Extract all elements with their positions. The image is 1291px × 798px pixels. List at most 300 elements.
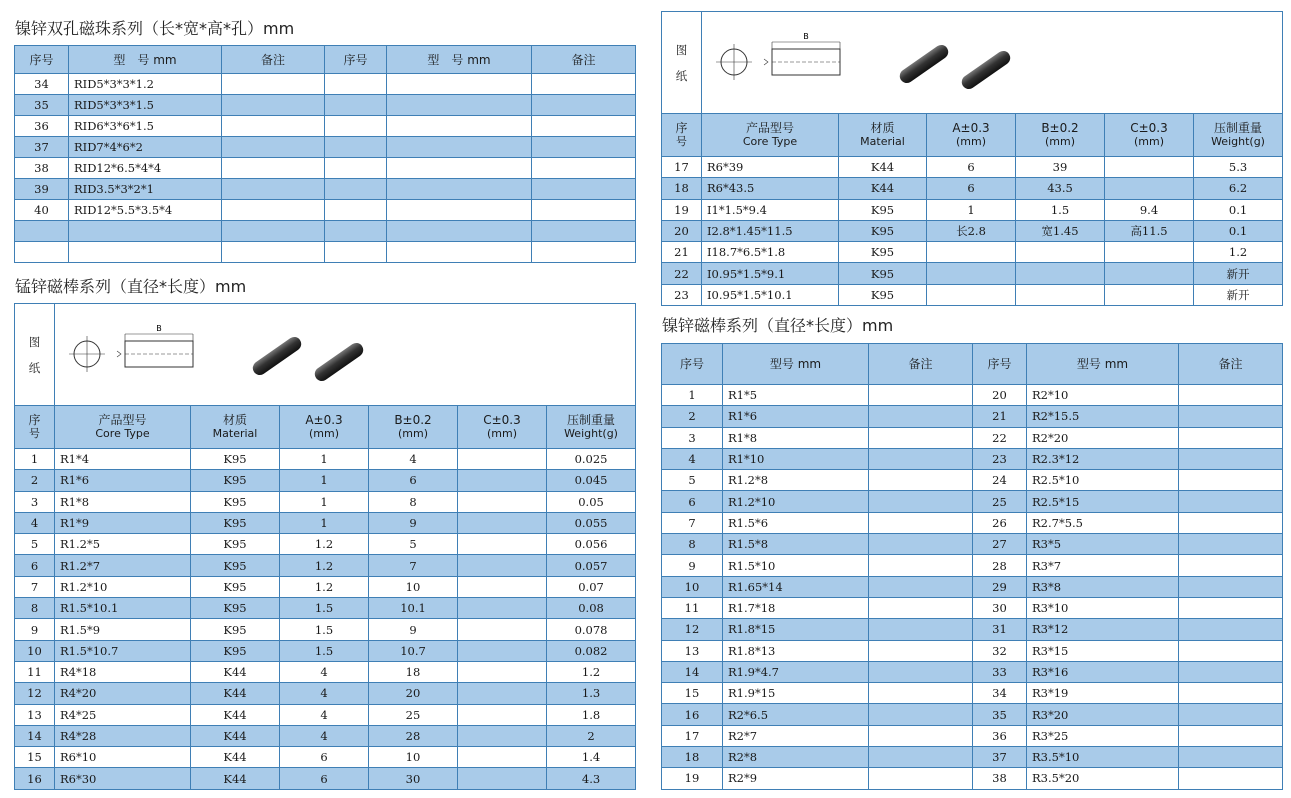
table-cell: K44 <box>191 768 280 789</box>
table-cell: 6 <box>15 555 55 576</box>
table-row <box>662 534 1283 555</box>
col-header-line: A±0.3 <box>305 413 343 427</box>
table-cell <box>458 449 547 470</box>
table-cell: 0.056 <box>547 534 636 555</box>
table-cell <box>222 221 325 242</box>
table-cell: 7 <box>369 555 458 576</box>
table-cell: 0.078 <box>547 619 636 640</box>
table-cell: RID12*6.5*4*4 <box>69 158 222 179</box>
table-cell <box>458 470 547 491</box>
table-cell <box>869 555 973 576</box>
table-row <box>662 597 1283 618</box>
table-cell <box>1179 576 1283 597</box>
table-cell: 10.7 <box>369 640 458 661</box>
table-cell <box>869 747 973 768</box>
table-cell: 4 <box>280 704 369 725</box>
table-row <box>662 470 1283 491</box>
table-cell: R3.5*10 <box>1027 747 1179 768</box>
drawing-label-1: 图 <box>675 42 688 57</box>
table-cell: R3*5 <box>1027 534 1179 555</box>
right-spec-table <box>661 11 1283 306</box>
table-cell: R6*43.5 <box>702 178 839 199</box>
table-cell: 11 <box>15 661 55 682</box>
table-cell: K44 <box>191 683 280 704</box>
table-cell: 43.5 <box>1016 178 1105 199</box>
drawing-cell <box>55 304 636 406</box>
table-row <box>662 555 1283 576</box>
rod-drawing <box>55 304 615 404</box>
nizn-rod-table-body <box>662 385 1283 790</box>
table-cell <box>387 179 532 200</box>
table-cell <box>458 768 547 789</box>
col-header: 型号 mm <box>1027 344 1179 385</box>
table-row <box>15 491 636 512</box>
table-cell: 8 <box>662 534 723 555</box>
table-cell: R2*6.5 <box>723 704 869 725</box>
table-cell <box>927 242 1016 263</box>
table-row <box>15 242 636 263</box>
table-cell <box>869 619 973 640</box>
table-cell: I1*1.5*9.4 <box>702 199 839 220</box>
table-cell: K44 <box>191 661 280 682</box>
table-cell <box>869 512 973 533</box>
col-header: 备注 <box>222 46 325 74</box>
table-cell: 14 <box>15 725 55 746</box>
col-header <box>280 406 369 449</box>
table-cell: RID5*3*3*1.5 <box>69 95 222 116</box>
drawing-row <box>662 12 1283 114</box>
table-cell: R2*9 <box>723 768 869 789</box>
table-cell: 36 <box>973 725 1027 746</box>
col-header-line: (mm) <box>308 427 339 440</box>
table-cell <box>222 242 325 263</box>
table-cell <box>325 74 387 95</box>
table-cell: 7 <box>662 512 723 533</box>
table-cell <box>387 221 532 242</box>
table-cell <box>222 74 325 95</box>
table-cell <box>532 74 636 95</box>
table-cell <box>1179 512 1283 533</box>
rod-drawing <box>702 12 1262 112</box>
drawing-label <box>15 304 55 406</box>
table-cell: 10 <box>369 576 458 597</box>
col-header-line: (mm) <box>397 427 428 440</box>
table-cell: R3*10 <box>1027 597 1179 618</box>
table-cell <box>1105 284 1194 305</box>
table-cell <box>869 640 973 661</box>
table-cell: 33 <box>973 661 1027 682</box>
table-cell: I18.7*6.5*1.8 <box>702 242 839 263</box>
col-header-line: Core Type <box>95 427 150 440</box>
table-cell: R1.2*10 <box>723 491 869 512</box>
table-cell: 4 <box>15 512 55 533</box>
col-header: 序号 <box>325 46 387 74</box>
drawing-label-1: 图 <box>28 334 41 349</box>
table-cell <box>1179 555 1283 576</box>
table-cell <box>532 221 636 242</box>
table-cell <box>1105 157 1194 178</box>
table-cell: 0.07 <box>547 576 636 597</box>
nizn-rod-section-title: 镍锌磁棒系列（直径*长度）mm <box>662 316 894 335</box>
table-row <box>662 385 1283 406</box>
table-cell: 13 <box>15 704 55 725</box>
col-header <box>547 406 636 449</box>
table-cell: 35 <box>15 95 69 116</box>
table-cell: R2*10 <box>1027 385 1179 406</box>
table-row <box>15 137 636 158</box>
table-cell: 30 <box>973 597 1027 618</box>
table-cell <box>1105 263 1194 284</box>
table-row <box>15 598 636 619</box>
drawing-label-2: 纸 <box>675 68 688 83</box>
table-cell <box>869 427 973 448</box>
table-cell <box>458 534 547 555</box>
table-cell <box>325 95 387 116</box>
table-row <box>662 427 1283 448</box>
table-cell: R1.8*15 <box>723 619 869 640</box>
table-cell: R1.2*10 <box>55 576 191 597</box>
table-cell: K44 <box>839 178 927 199</box>
col-header-line: Material <box>212 427 258 440</box>
table-cell <box>1179 704 1283 725</box>
table-cell: K95 <box>191 470 280 491</box>
double-hole-table-body <box>15 74 636 263</box>
table-cell: 8 <box>15 598 55 619</box>
table-cell: 36 <box>15 116 69 137</box>
col-header-line: B±0.2 <box>1041 121 1079 135</box>
table-cell: 35 <box>973 704 1027 725</box>
col-header <box>55 406 191 449</box>
table-row <box>662 661 1283 682</box>
table-cell: K95 <box>839 199 927 220</box>
table-cell: K95 <box>191 555 280 576</box>
table-cell <box>387 74 532 95</box>
table-cell: 0.08 <box>547 598 636 619</box>
table-cell <box>458 725 547 746</box>
table-cell <box>1179 491 1283 512</box>
col-header-line: (mm) <box>1133 135 1164 148</box>
table-cell <box>1179 640 1283 661</box>
table-cell: 1 <box>280 512 369 533</box>
table-cell: R2*8 <box>723 747 869 768</box>
table-cell: 0.025 <box>547 449 636 470</box>
table-cell: K95 <box>191 534 280 555</box>
table-cell: K95 <box>191 512 280 533</box>
table-cell: R1.2*5 <box>55 534 191 555</box>
table-cell <box>458 683 547 704</box>
table-row <box>662 704 1283 725</box>
col-header: 备注 <box>869 344 973 385</box>
table-cell: 1 <box>927 199 1016 220</box>
table-cell: 10 <box>15 640 55 661</box>
table-cell <box>458 640 547 661</box>
table-row <box>662 491 1283 512</box>
table-cell <box>1016 263 1105 284</box>
table-cell <box>222 116 325 137</box>
table-cell: R3*19 <box>1027 683 1179 704</box>
table-cell: 9.4 <box>1105 199 1194 220</box>
table-cell <box>532 95 636 116</box>
table-cell: 1 <box>15 449 55 470</box>
nizn-rod-table <box>661 343 1283 790</box>
table-cell: 34 <box>15 74 69 95</box>
table-cell: 19 <box>662 768 723 789</box>
double-hole-section-title: 镍锌双孔磁珠系列（长*宽*高*孔）mm <box>15 19 295 38</box>
table-cell <box>1179 385 1283 406</box>
table-cell: K95 <box>839 263 927 284</box>
table-cell <box>1179 597 1283 618</box>
table-cell: 6 <box>280 768 369 789</box>
table-cell: 10.1 <box>369 598 458 619</box>
table-cell: 40 <box>15 200 69 221</box>
table-row <box>15 116 636 137</box>
table-cell <box>532 116 636 137</box>
spec-header-row <box>662 114 1283 157</box>
table-cell: 4 <box>280 683 369 704</box>
table-row <box>662 448 1283 469</box>
table-row <box>15 747 636 768</box>
table-cell: K95 <box>839 242 927 263</box>
table-cell: R2.7*5.5 <box>1027 512 1179 533</box>
table-cell: 28 <box>973 555 1027 576</box>
table-row <box>662 725 1283 746</box>
table-cell: 16 <box>15 768 55 789</box>
table-cell: R1.5*9 <box>55 619 191 640</box>
table-cell: 12 <box>15 683 55 704</box>
table-cell: R1*9 <box>55 512 191 533</box>
table-cell: 37 <box>973 747 1027 768</box>
table-cell: R1.5*10 <box>723 555 869 576</box>
table-cell <box>1179 448 1283 469</box>
table-cell: R4*28 <box>55 725 191 746</box>
table-cell: R1.65*14 <box>723 576 869 597</box>
table-cell <box>15 242 69 263</box>
table-cell: 23 <box>973 448 1027 469</box>
table-cell: 3 <box>662 427 723 448</box>
table-cell <box>458 491 547 512</box>
table-cell: 20 <box>369 683 458 704</box>
table-cell: R3*15 <box>1027 640 1179 661</box>
table-cell: R1.9*15 <box>723 683 869 704</box>
table-cell: R1.5*8 <box>723 534 869 555</box>
table-cell <box>325 137 387 158</box>
table-row <box>662 768 1283 789</box>
table-cell: R2*15.5 <box>1027 406 1179 427</box>
table-cell: 13 <box>662 640 723 661</box>
table-cell <box>222 200 325 221</box>
table-cell: R1.9*4.7 <box>723 661 869 682</box>
table-row <box>15 640 636 661</box>
table-cell <box>869 470 973 491</box>
table-cell: R1*8 <box>55 491 191 512</box>
table-cell: R2.3*12 <box>1027 448 1179 469</box>
table-cell: R3*16 <box>1027 661 1179 682</box>
col-header-line: A±0.3 <box>952 121 990 135</box>
table-cell: R1*8 <box>723 427 869 448</box>
table-cell: RID5*3*3*1.2 <box>69 74 222 95</box>
table-cell <box>1179 683 1283 704</box>
table-cell <box>532 200 636 221</box>
table-cell: 0.082 <box>547 640 636 661</box>
table-row <box>662 242 1283 263</box>
table-cell <box>325 221 387 242</box>
table-cell: R3*8 <box>1027 576 1179 597</box>
table-cell: 12 <box>662 619 723 640</box>
col-header: 型 号 mm <box>387 46 532 74</box>
table-cell: 1.5 <box>1016 199 1105 220</box>
table-cell <box>1016 284 1105 305</box>
table-cell <box>1179 470 1283 491</box>
table-cell: 1.2 <box>280 555 369 576</box>
table-cell: 4 <box>280 725 369 746</box>
table-cell <box>532 242 636 263</box>
spec-header-row <box>15 406 636 449</box>
table-cell: 15 <box>15 747 55 768</box>
table-cell <box>869 597 973 618</box>
dimension-label: B <box>803 32 809 41</box>
col-header-line: 序 <box>675 121 688 135</box>
table-cell: 6.2 <box>1194 178 1283 199</box>
table-row <box>15 534 636 555</box>
mnzn-rod-table-body <box>15 304 636 790</box>
table-cell: 1.3 <box>547 683 636 704</box>
table-row <box>15 221 636 242</box>
col-header-line: 材质 <box>222 413 247 427</box>
col-header: 型 号 mm <box>69 46 222 74</box>
table-cell: 新开 <box>1194 284 1283 305</box>
table-cell: R1.2*8 <box>723 470 869 491</box>
table-cell: 6 <box>280 747 369 768</box>
table-row <box>15 576 636 597</box>
table-cell: 宽1.45 <box>1016 220 1105 241</box>
table-cell: 21 <box>662 242 702 263</box>
col-header-line: 号 <box>29 427 40 440</box>
table-cell: R3*25 <box>1027 725 1179 746</box>
table-cell <box>458 555 547 576</box>
col-header <box>15 406 55 449</box>
table-cell <box>869 406 973 427</box>
table-cell: 26 <box>973 512 1027 533</box>
table-row <box>662 406 1283 427</box>
table-cell <box>1179 725 1283 746</box>
table-row <box>15 470 636 491</box>
table-cell: 0.05 <box>547 491 636 512</box>
table-cell: 1 <box>280 470 369 491</box>
table-cell <box>927 263 1016 284</box>
table-cell: 23 <box>662 284 702 305</box>
table-cell: 0.055 <box>547 512 636 533</box>
col-header <box>1105 114 1194 157</box>
table-cell: R3*7 <box>1027 555 1179 576</box>
table-cell: 1.5 <box>280 640 369 661</box>
table-row <box>662 263 1283 284</box>
table-cell: 20 <box>973 385 1027 406</box>
col-header <box>839 114 927 157</box>
table-row <box>662 178 1283 199</box>
col-header: 型号 mm <box>723 344 869 385</box>
table-row <box>662 199 1283 220</box>
table-cell: 27 <box>973 534 1027 555</box>
table-cell: R1*10 <box>723 448 869 469</box>
table-cell: K95 <box>191 491 280 512</box>
table-cell: 4 <box>369 449 458 470</box>
table-cell: 高11.5 <box>1105 220 1194 241</box>
table-cell: 长2.8 <box>927 220 1016 241</box>
table-cell: 11 <box>662 597 723 618</box>
table-cell: R3.5*20 <box>1027 768 1179 789</box>
table-cell <box>458 661 547 682</box>
col-header: 序号 <box>662 344 723 385</box>
table-cell: K44 <box>191 725 280 746</box>
table-cell <box>325 116 387 137</box>
col-header-line: 产品型号 <box>745 121 794 135</box>
col-header <box>702 114 839 157</box>
table-cell <box>1105 178 1194 199</box>
col-header-line: 号 <box>676 135 687 148</box>
table-cell: RID3.5*3*2*1 <box>69 179 222 200</box>
col-header-line: Core Type <box>742 135 798 148</box>
table-cell: 1.2 <box>1194 242 1283 263</box>
table-cell: 22 <box>973 427 1027 448</box>
table-cell <box>458 747 547 768</box>
table-cell <box>1179 747 1283 768</box>
table-cell <box>1179 534 1283 555</box>
table-cell: K95 <box>191 619 280 640</box>
table-cell: R2*7 <box>723 725 869 746</box>
table-cell <box>69 221 222 242</box>
table-cell <box>458 512 547 533</box>
table-cell: 18 <box>369 661 458 682</box>
table-cell: K95 <box>191 640 280 661</box>
table-cell: K95 <box>839 220 927 241</box>
table-cell: 31 <box>973 619 1027 640</box>
table-cell: 38 <box>15 158 69 179</box>
table-cell <box>458 598 547 619</box>
table-cell: 8 <box>369 491 458 512</box>
table-cell <box>869 576 973 597</box>
col-header <box>662 114 702 157</box>
table-cell: 5 <box>15 534 55 555</box>
mnzn-rod-table <box>14 303 636 790</box>
table-cell: 6 <box>662 491 723 512</box>
col-header <box>458 406 547 449</box>
col-header-line: (mm) <box>955 135 986 148</box>
table-cell: 38 <box>973 768 1027 789</box>
col-header: 备注 <box>1179 344 1283 385</box>
table-cell: R1*6 <box>55 470 191 491</box>
table-cell <box>325 200 387 221</box>
table-cell: R4*25 <box>55 704 191 725</box>
table-cell: 22 <box>662 263 702 284</box>
table-cell <box>387 137 532 158</box>
table-cell: RID6*3*6*1.5 <box>69 116 222 137</box>
col-header-line: Material <box>860 135 905 148</box>
table-cell: R3*12 <box>1027 619 1179 640</box>
col-header <box>369 406 458 449</box>
table-row <box>662 683 1283 704</box>
table-cell <box>222 137 325 158</box>
table-cell: 18 <box>662 747 723 768</box>
table-cell: 4.3 <box>547 768 636 789</box>
table-cell <box>869 385 973 406</box>
table-cell: R6*10 <box>55 747 191 768</box>
table-row <box>15 95 636 116</box>
table-cell: K95 <box>191 598 280 619</box>
table-cell: I0.95*1.5*9.1 <box>702 263 839 284</box>
table-cell: 2 <box>15 470 55 491</box>
table-cell: 30 <box>369 768 458 789</box>
table-cell: I2.8*1.45*11.5 <box>702 220 839 241</box>
